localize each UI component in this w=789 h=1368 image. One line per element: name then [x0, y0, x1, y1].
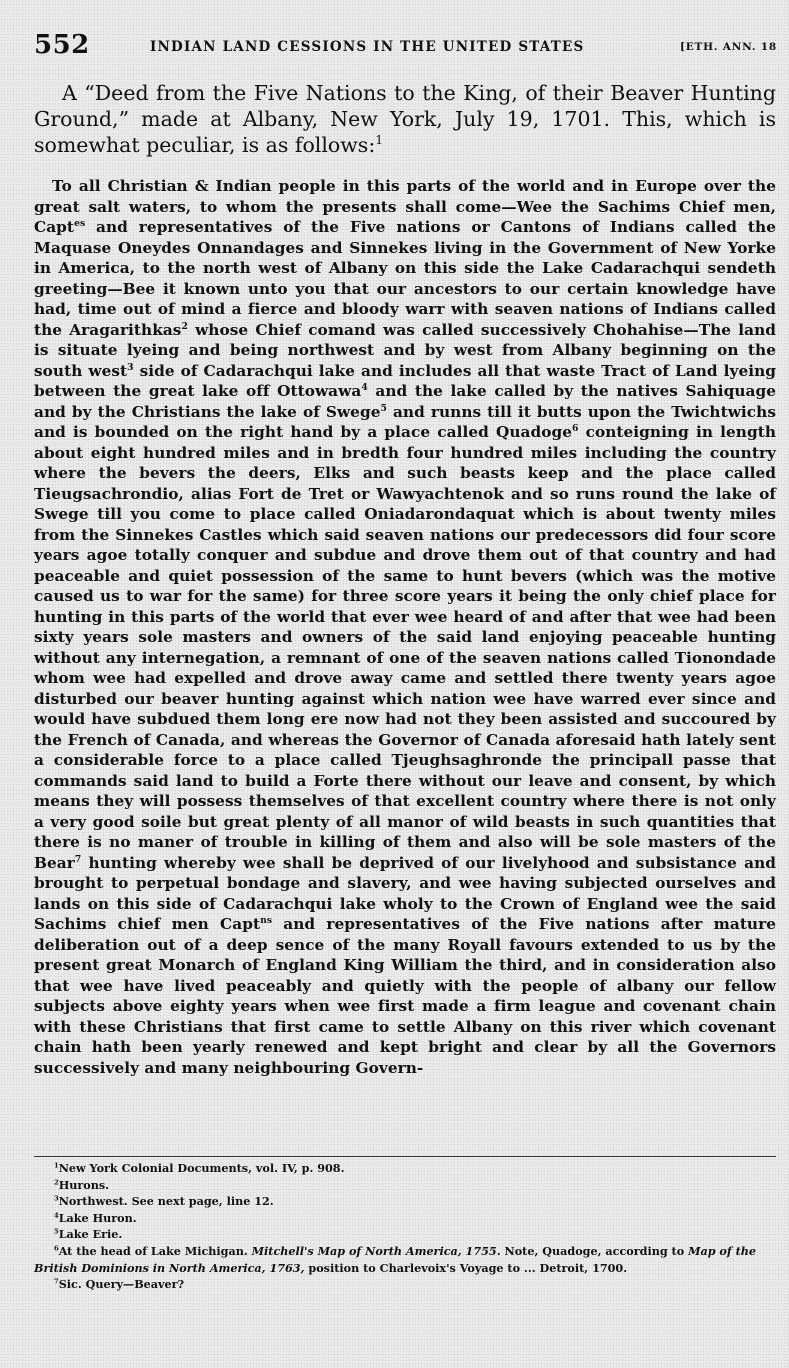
footnote [34, 1243, 776, 1276]
intro-paragraph [34, 80, 776, 158]
footnote-rule [34, 1156, 776, 1157]
deed-segment: side of Cadarachqui lake and includes all that waste Tract of Land lyeing between the great lake off Ottowawa [34, 361, 777, 400]
deed-segment: and representatives of the Five nations or Cantons of Indians called the Maquase Oneydes Onnandages and Sinnekes living in the Government of New Yorke in America, to the north west of Albany on this side the Lake Cadarachqui sendeth greeting—Bee it known unto you that our ancestors to our certain knowledge have had, time out of mind a fierce and bloody warr with seaven nations of Indians called the Aragarithkas [34, 218, 776, 339]
footnote [34, 1276, 776, 1293]
running-title: INDIAN LAND CESSIONS IN THE UNITED STATES [150, 39, 585, 55]
footnote-text: Hurons. [58, 1177, 110, 1192]
superscript: es [74, 217, 86, 229]
footnote-text: At the head of Lake Michigan. [58, 1243, 252, 1258]
footnote [34, 1210, 776, 1227]
footnote [34, 1193, 776, 1210]
deed-segment: hunting whereby wee shall be deprived of our livelyhood and subsistance and brought to perpetual bondage and slavery, and wee having subjected ourselves and lands on this side of Cadarachqui lake wholy to the Crown of England wee the said Sachims chief men Capt [34, 853, 776, 933]
footnote-text: Note, Quadoge, according to [500, 1243, 689, 1258]
footnote-ref: 2 [181, 320, 188, 332]
footnote-text: Lake Erie. [58, 1227, 123, 1242]
footnote-ref: 7 [74, 853, 82, 865]
deed-segment: To all Christian & Indian people in this parts of the world and in Europe over the great salt waters, to whom the presents shall come—Wee the Sachims Chief men, Capt [34, 177, 776, 236]
footnotes [34, 1160, 776, 1293]
footnote-number: 1 [54, 1161, 59, 1170]
footnote-ref: 3 [127, 361, 134, 373]
footnote [34, 1160, 776, 1177]
deed-segment: conteigning in length about eight hundred miles and in bredth four hundred miles including the country where the bevers the deers, Elks and such beasts keep and the place called Tieugsachrondio, alias Fort de Tret or Wawyachtenok and so runs round the lake of Swege till you come to place called Oniadarondaquat which is about twenty miles from the Sinnekes Castles which said seaven nations our predecessors did four score years agoe totally conquer and subdue and drove them out of that country and had peaceable and quiet possession of the same to hunt bevers (which was the motive caused us to war for the same) for three score years it being the only chief place for hunting in this parts of the world that ever wee heard of and after that wee had been sixty years sole masters and owners of the said land enjoying peaceable hunting without any internegation, a remnant of one of the seaven nations called Tionondade whom wee had expelled and drove away came and settled there twenty years agoe disturbed our beaver hunting against which nation wee have warred ever since and would have subdued them long ere now had not they been assisted and succoured by the French of Canada, and whereas the Governor of Canada aforesaid hath lately sent a considerable force to a place called Tjeughsaghronde the principall passe that commands said land to build a Forte there without our leave and consent, by which means they will possess themselves of that excellent country where there is not only a very good soile but great plenty of all manor of wild beasts in such quantities that there is no maner of trouble in killing of them and also will be sole masters of the Bear [34, 423, 776, 872]
page-number: 552 [34, 30, 90, 60]
footnote-number: 7 [54, 1277, 59, 1286]
footnote-ref: 5 [380, 402, 387, 414]
footnote-ref: 4 [361, 381, 368, 393]
running-right-title: [ETH. ANN. 18 [679, 41, 777, 53]
deed-segment: and the lake called by the natives Sahiquage and by the Christians the lake of Swege [34, 382, 777, 421]
intro-text: A “Deed from the Five Nations to the King, of their Beaver Hunting Ground,” made at Albany, New York, July 19, 1701. This, which is somewhat peculiar, is as follows: [34, 81, 776, 157]
footnote-number: 2 [54, 1177, 59, 1186]
deed-segment: whose Chief comand was called successively Chohahise—The land is situate lyeing and being northwest and by west from Albany beginning on the south west [34, 320, 776, 380]
footnote-ref: 1 [375, 133, 384, 148]
footnote-ref: 6 [572, 422, 579, 434]
footnote-citation: Map of the British Dominions in North America, 1763, [34, 1243, 757, 1275]
footnote-text: New York Colonial Documents, vol. IV, p. 908. [58, 1161, 345, 1175]
deed-text [34, 176, 776, 1078]
footnote-text: Sic. Query—Beaver? [58, 1277, 185, 1292]
footnote-number: 5 [54, 1227, 59, 1236]
footnote-citation: Mitchell's Map of North America, 1755. [251, 1243, 501, 1258]
footnote-text: position to Charlevoix's Voyage to ... Detroit, 1700. [304, 1260, 628, 1275]
footnote-number: 3 [54, 1194, 59, 1203]
deed-segment: and representatives of the Five nations after mature deliberation out of a deep sence of the many Royall favours extended to us by the present great Monarch of England King William the third, and in consideration also that wee have lived peaceably and quietly with the people of albany our fellow subjects above eighty years when wee first made a firm league and covenant chain with these Christians that first came to settle Albany on this river which covenant chain hath been yearly renewed and kept bright and clear by all the Governors successively and many neighbouring Govern- [34, 915, 776, 1077]
footnote-number: 6 [54, 1244, 59, 1253]
footnote-number: 4 [54, 1211, 59, 1220]
superscript: ns [260, 914, 273, 926]
footnote [34, 1226, 776, 1243]
page-header [34, 30, 779, 64]
footnote-text: Lake Huron. [58, 1210, 137, 1225]
deed-segment: and runns till it butts upon the Twichtwichs and is bounded on the right hand by a place called Quadoge [34, 402, 776, 441]
footnote [34, 1177, 776, 1194]
footnote-text: Northwest. See next page, line 12. [58, 1194, 274, 1209]
